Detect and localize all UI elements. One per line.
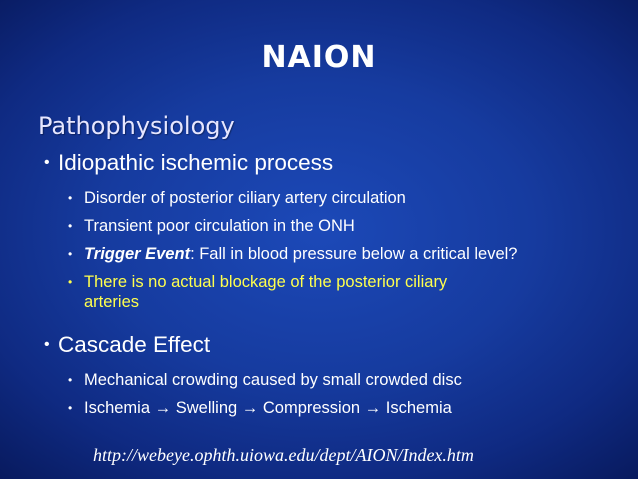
slide-title: NAION <box>261 40 377 75</box>
bullet-dot: • <box>68 275 73 289</box>
slide-subtitle: Pathophysiology <box>38 112 235 140</box>
sub-bullet-mechanical <box>68 370 462 391</box>
trigger-text: : Fall in blood pressure below a critical level? <box>190 245 518 263</box>
sub-bullet-disorder <box>68 188 406 209</box>
arrow-right-icon: → <box>364 399 382 417</box>
bullet-text: Cascade Effect <box>58 332 211 357</box>
flow-step-2: Swelling <box>175 399 238 417</box>
bullet-dot: • <box>68 401 73 415</box>
sub-bullet-text <box>84 272 447 312</box>
bullet-dot: • <box>68 191 73 205</box>
flow-step-4: Ischemia <box>385 399 452 417</box>
flow-step-3: Compression <box>262 399 361 417</box>
bullet-dot: • <box>68 219 73 233</box>
sub-bullet-no-blockage <box>68 272 447 312</box>
arrow-right-icon: → <box>241 399 259 417</box>
sub-bullet-text: Mechanical crowding caused by small crowded disc <box>84 371 462 389</box>
bullet-cascade <box>44 332 210 358</box>
bullet-dot: • <box>68 247 73 261</box>
sub-bullet-trigger <box>68 244 517 265</box>
bullet-dot: • <box>44 336 50 353</box>
source-url: http://webeye.ophth.uiowa.edu/dept/AION/Index.htm <box>93 445 474 465</box>
sub-bullet-text: Transient poor circulation in the ONH <box>84 217 355 235</box>
flow-text <box>84 398 452 418</box>
sub-bullet-text <box>84 244 517 264</box>
bullet-text: Idiopathic ischemic process <box>58 150 334 175</box>
bullet-idiopathic <box>44 150 333 176</box>
trigger-label: Trigger Event <box>84 245 191 263</box>
arrow-right-icon: → <box>154 399 172 417</box>
flow-step-1: Ischemia <box>84 399 151 417</box>
bullet-dot: • <box>44 154 50 171</box>
sub-bullet-transient <box>68 216 355 237</box>
bullet-dot: • <box>68 373 73 387</box>
sub-bullet-flow <box>68 398 452 419</box>
no-blockage-line2: arteries <box>84 293 140 311</box>
sub-bullet-text: Disorder of posterior ciliary artery circulation <box>84 189 406 207</box>
no-blockage-line1: There is no actual blockage of the posterior ciliary <box>84 273 448 291</box>
